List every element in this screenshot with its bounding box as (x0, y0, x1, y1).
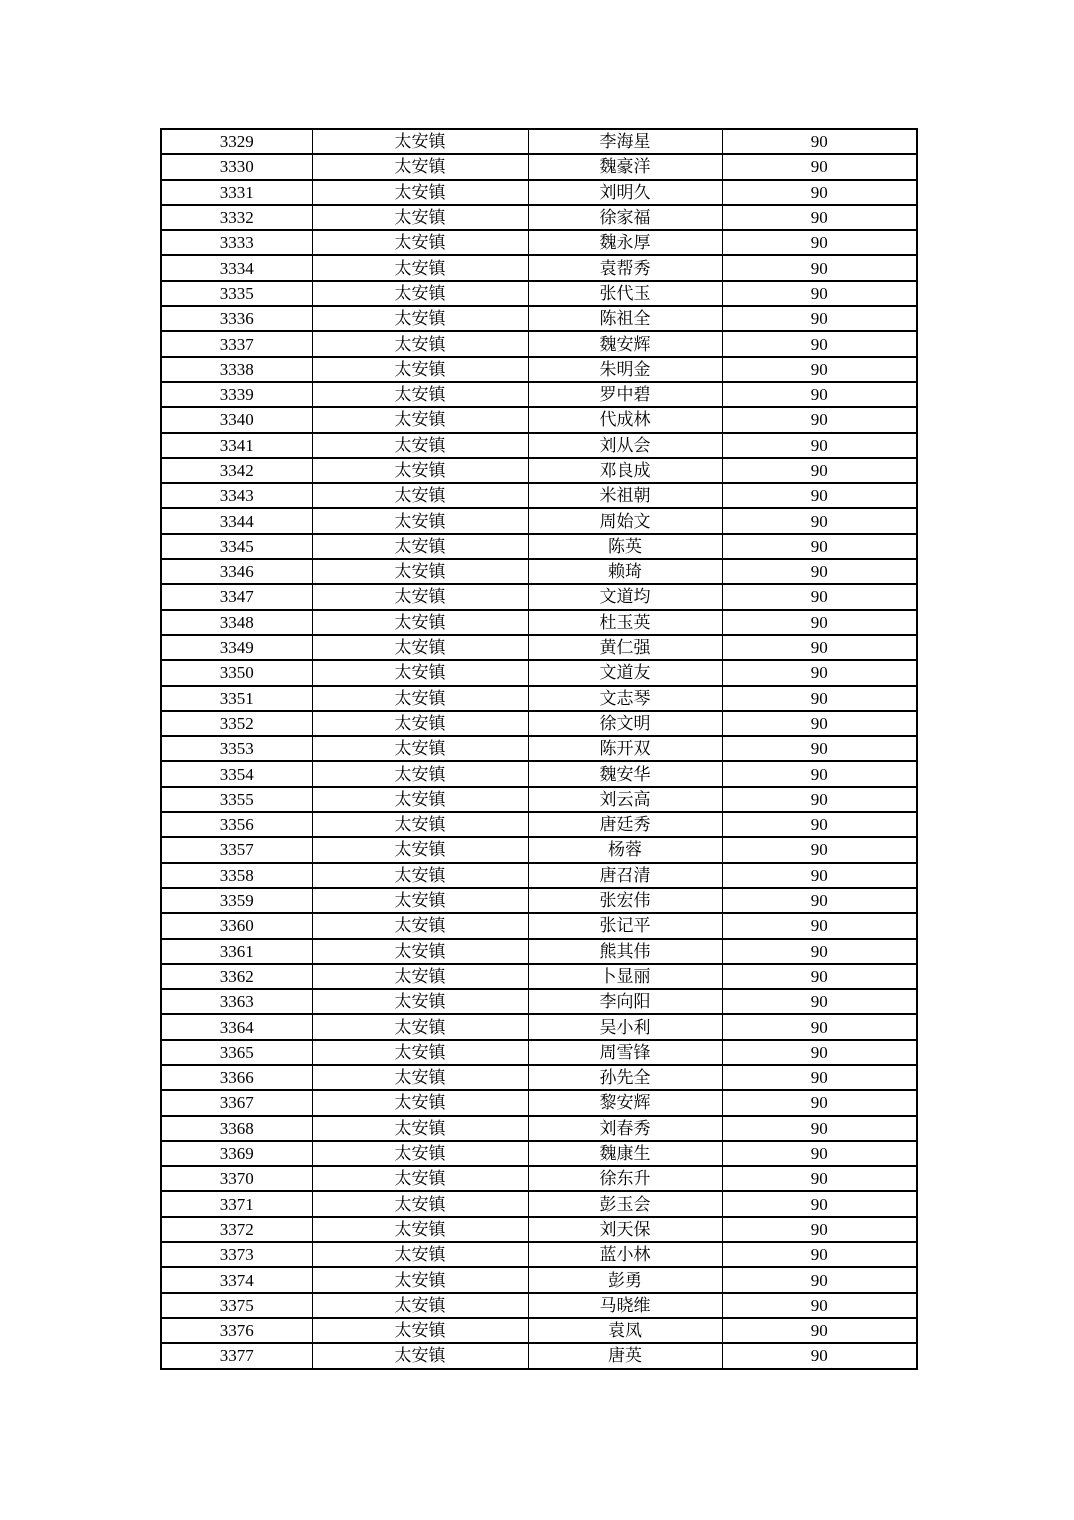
serial-number-cell: 3342 (161, 458, 312, 483)
name-cell: 周雪锋 (528, 1040, 722, 1065)
score-cell: 90 (722, 1116, 917, 1141)
name-cell: 袁凤 (528, 1318, 722, 1343)
table-row (161, 1343, 917, 1368)
score-cell: 90 (722, 534, 917, 559)
score-cell: 90 (722, 281, 917, 306)
table-row (161, 433, 917, 458)
table-row (161, 837, 917, 862)
score-table (160, 128, 918, 1370)
table-row (161, 1065, 917, 1090)
serial-number-cell: 3358 (161, 863, 312, 888)
table-row (161, 306, 917, 331)
table-body (161, 129, 917, 1369)
name-cell: 魏永厚 (528, 230, 722, 255)
score-cell: 90 (722, 787, 917, 812)
name-cell: 陈英 (528, 534, 722, 559)
name-cell: 徐东升 (528, 1166, 722, 1191)
table-row (161, 458, 917, 483)
table-row (161, 761, 917, 786)
table-row (161, 736, 917, 761)
serial-number-cell: 3376 (161, 1318, 312, 1343)
table-row (161, 1318, 917, 1343)
table-row (161, 357, 917, 382)
name-cell: 李向阳 (528, 989, 722, 1014)
score-cell: 90 (722, 584, 917, 609)
score-cell: 90 (722, 433, 917, 458)
score-cell: 90 (722, 610, 917, 635)
serial-number-cell: 3337 (161, 331, 312, 356)
serial-number-cell: 3349 (161, 635, 312, 660)
serial-number-cell: 3344 (161, 508, 312, 533)
score-cell: 90 (722, 660, 917, 685)
serial-number-cell: 3338 (161, 357, 312, 382)
name-cell: 邓良成 (528, 458, 722, 483)
town-cell: 太安镇 (312, 382, 528, 407)
name-cell: 刘云高 (528, 787, 722, 812)
score-cell: 90 (722, 458, 917, 483)
score-cell: 90 (722, 686, 917, 711)
serial-number-cell: 3364 (161, 1014, 312, 1039)
score-cell: 90 (722, 837, 917, 862)
table-row (161, 407, 917, 432)
table-row (161, 331, 917, 356)
table-row (161, 1217, 917, 1242)
score-cell: 90 (722, 357, 917, 382)
serial-number-cell: 3374 (161, 1267, 312, 1292)
town-cell: 太安镇 (312, 888, 528, 913)
table-row (161, 230, 917, 255)
serial-number-cell: 3357 (161, 837, 312, 862)
name-cell: 魏豪洋 (528, 154, 722, 179)
name-cell: 周始文 (528, 508, 722, 533)
serial-number-cell: 3348 (161, 610, 312, 635)
serial-number-cell: 3333 (161, 230, 312, 255)
serial-number-cell: 3373 (161, 1242, 312, 1267)
serial-number-cell: 3371 (161, 1191, 312, 1216)
town-cell: 太安镇 (312, 129, 528, 154)
serial-number-cell: 3375 (161, 1293, 312, 1318)
score-cell: 90 (722, 1090, 917, 1115)
score-cell: 90 (722, 812, 917, 837)
name-cell: 唐廷秀 (528, 812, 722, 837)
score-cell: 90 (722, 331, 917, 356)
table-row (161, 888, 917, 913)
score-cell: 90 (722, 205, 917, 230)
town-cell: 太安镇 (312, 1141, 528, 1166)
table-row (161, 711, 917, 736)
table-row (161, 989, 917, 1014)
score-cell: 90 (722, 382, 917, 407)
town-cell: 太安镇 (312, 458, 528, 483)
town-cell: 太安镇 (312, 534, 528, 559)
serial-number-cell: 3335 (161, 281, 312, 306)
score-cell: 90 (722, 711, 917, 736)
table-row (161, 1090, 917, 1115)
town-cell: 太安镇 (312, 331, 528, 356)
serial-number-cell: 3351 (161, 686, 312, 711)
town-cell: 太安镇 (312, 1217, 528, 1242)
town-cell: 太安镇 (312, 837, 528, 862)
name-cell: 刘明久 (528, 180, 722, 205)
town-cell: 太安镇 (312, 483, 528, 508)
table-row (161, 660, 917, 685)
serial-number-cell: 3331 (161, 180, 312, 205)
score-cell: 90 (722, 129, 917, 154)
name-cell: 陈开双 (528, 736, 722, 761)
serial-number-cell: 3369 (161, 1141, 312, 1166)
score-cell: 90 (722, 1343, 917, 1368)
table-row (161, 1014, 917, 1039)
serial-number-cell: 3330 (161, 154, 312, 179)
serial-number-cell: 3340 (161, 407, 312, 432)
table-row (161, 787, 917, 812)
table-row (161, 1267, 917, 1292)
table-row (161, 180, 917, 205)
town-cell: 太安镇 (312, 686, 528, 711)
table-row (161, 863, 917, 888)
serial-number-cell: 3362 (161, 964, 312, 989)
score-cell: 90 (722, 180, 917, 205)
name-cell: 徐文明 (528, 711, 722, 736)
table-row (161, 1116, 917, 1141)
town-cell: 太安镇 (312, 1040, 528, 1065)
town-cell: 太安镇 (312, 736, 528, 761)
town-cell: 太安镇 (312, 1166, 528, 1191)
score-cell: 90 (722, 1141, 917, 1166)
town-cell: 太安镇 (312, 508, 528, 533)
name-cell: 蓝小林 (528, 1242, 722, 1267)
serial-number-cell: 3368 (161, 1116, 312, 1141)
name-cell: 吴小利 (528, 1014, 722, 1039)
town-cell: 太安镇 (312, 433, 528, 458)
town-cell: 太安镇 (312, 812, 528, 837)
name-cell: 魏安辉 (528, 331, 722, 356)
serial-number-cell: 3355 (161, 787, 312, 812)
town-cell: 太安镇 (312, 964, 528, 989)
name-cell: 代成林 (528, 407, 722, 432)
serial-number-cell: 3345 (161, 534, 312, 559)
serial-number-cell: 3332 (161, 205, 312, 230)
name-cell: 黄仁强 (528, 635, 722, 660)
name-cell: 罗中碧 (528, 382, 722, 407)
town-cell: 太安镇 (312, 255, 528, 280)
serial-number-cell: 3366 (161, 1065, 312, 1090)
table-row (161, 255, 917, 280)
score-cell: 90 (722, 230, 917, 255)
name-cell: 朱明金 (528, 357, 722, 382)
town-cell: 太安镇 (312, 230, 528, 255)
table-row (161, 205, 917, 230)
name-cell: 刘春秀 (528, 1116, 722, 1141)
name-cell: 刘从会 (528, 433, 722, 458)
town-cell: 太安镇 (312, 407, 528, 432)
table-row (161, 483, 917, 508)
name-cell: 杨蓉 (528, 837, 722, 862)
score-cell: 90 (722, 863, 917, 888)
score-cell: 90 (722, 1040, 917, 1065)
name-cell: 文道均 (528, 584, 722, 609)
table-row (161, 584, 917, 609)
table-row (161, 281, 917, 306)
serial-number-cell: 3350 (161, 660, 312, 685)
score-cell: 90 (722, 635, 917, 660)
table-row (161, 1166, 917, 1191)
town-cell: 太安镇 (312, 1318, 528, 1343)
table-row (161, 508, 917, 533)
town-cell: 太安镇 (312, 1065, 528, 1090)
name-cell: 张记平 (528, 913, 722, 938)
score-cell: 90 (722, 407, 917, 432)
table-row (161, 1141, 917, 1166)
name-cell: 唐召清 (528, 863, 722, 888)
name-cell: 杜玉英 (528, 610, 722, 635)
table-row (161, 559, 917, 584)
serial-number-cell: 3352 (161, 711, 312, 736)
serial-number-cell: 3334 (161, 255, 312, 280)
table-row (161, 913, 917, 938)
serial-number-cell: 3343 (161, 483, 312, 508)
table-row (161, 154, 917, 179)
town-cell: 太安镇 (312, 1014, 528, 1039)
serial-number-cell: 3353 (161, 736, 312, 761)
name-cell: 孙先全 (528, 1065, 722, 1090)
name-cell: 彭勇 (528, 1267, 722, 1292)
town-cell: 太安镇 (312, 1293, 528, 1318)
name-cell: 张代玉 (528, 281, 722, 306)
table-row (161, 964, 917, 989)
town-cell: 太安镇 (312, 1090, 528, 1115)
town-cell: 太安镇 (312, 1343, 528, 1368)
table-row (161, 534, 917, 559)
town-cell: 太安镇 (312, 761, 528, 786)
town-cell: 太安镇 (312, 306, 528, 331)
table-row (161, 382, 917, 407)
table-row (161, 635, 917, 660)
table-row (161, 939, 917, 964)
name-cell: 熊其伟 (528, 939, 722, 964)
serial-number-cell: 3361 (161, 939, 312, 964)
town-cell: 太安镇 (312, 660, 528, 685)
score-cell: 90 (722, 1065, 917, 1090)
town-cell: 太安镇 (312, 913, 528, 938)
score-cell: 90 (722, 989, 917, 1014)
name-cell: 文志琴 (528, 686, 722, 711)
name-cell: 魏安华 (528, 761, 722, 786)
town-cell: 太安镇 (312, 787, 528, 812)
score-cell: 90 (722, 508, 917, 533)
score-cell: 90 (722, 154, 917, 179)
score-cell: 90 (722, 1014, 917, 1039)
name-cell: 卜显丽 (528, 964, 722, 989)
name-cell: 黎安辉 (528, 1090, 722, 1115)
town-cell: 太安镇 (312, 711, 528, 736)
town-cell: 太安镇 (312, 1267, 528, 1292)
serial-number-cell: 3370 (161, 1166, 312, 1191)
table-row (161, 129, 917, 154)
score-cell: 90 (722, 1293, 917, 1318)
serial-number-cell: 3359 (161, 888, 312, 913)
name-cell: 李海星 (528, 129, 722, 154)
town-cell: 太安镇 (312, 559, 528, 584)
town-cell: 太安镇 (312, 610, 528, 635)
score-cell: 90 (722, 888, 917, 913)
name-cell: 张宏伟 (528, 888, 722, 913)
score-cell: 90 (722, 736, 917, 761)
town-cell: 太安镇 (312, 1242, 528, 1267)
serial-number-cell: 3336 (161, 306, 312, 331)
serial-number-cell: 3372 (161, 1217, 312, 1242)
serial-number-cell: 3339 (161, 382, 312, 407)
score-cell: 90 (722, 1242, 917, 1267)
serial-number-cell: 3347 (161, 584, 312, 609)
serial-number-cell: 3356 (161, 812, 312, 837)
table-row (161, 1293, 917, 1318)
table-row (161, 610, 917, 635)
score-cell: 90 (722, 483, 917, 508)
town-cell: 太安镇 (312, 1191, 528, 1216)
score-cell: 90 (722, 1166, 917, 1191)
table-row (161, 686, 917, 711)
town-cell: 太安镇 (312, 205, 528, 230)
name-cell: 陈祖全 (528, 306, 722, 331)
serial-number-cell: 3341 (161, 433, 312, 458)
town-cell: 太安镇 (312, 584, 528, 609)
town-cell: 太安镇 (312, 863, 528, 888)
name-cell: 文道友 (528, 660, 722, 685)
town-cell: 太安镇 (312, 154, 528, 179)
table-row (161, 1040, 917, 1065)
name-cell: 魏康生 (528, 1141, 722, 1166)
name-cell: 赖琦 (528, 559, 722, 584)
serial-number-cell: 3354 (161, 761, 312, 786)
town-cell: 太安镇 (312, 180, 528, 205)
name-cell: 彭玉会 (528, 1191, 722, 1216)
score-cell: 90 (722, 1191, 917, 1216)
town-cell: 太安镇 (312, 281, 528, 306)
name-cell: 刘天保 (528, 1217, 722, 1242)
score-cell: 90 (722, 1318, 917, 1343)
serial-number-cell: 3360 (161, 913, 312, 938)
name-cell: 米祖朝 (528, 483, 722, 508)
score-cell: 90 (722, 306, 917, 331)
table-row (161, 1242, 917, 1267)
town-cell: 太安镇 (312, 357, 528, 382)
serial-number-cell: 3377 (161, 1343, 312, 1368)
score-cell: 90 (722, 255, 917, 280)
table-row (161, 1191, 917, 1216)
name-cell: 徐家福 (528, 205, 722, 230)
serial-number-cell: 3367 (161, 1090, 312, 1115)
score-cell: 90 (722, 939, 917, 964)
serial-number-cell: 3346 (161, 559, 312, 584)
score-cell: 90 (722, 761, 917, 786)
town-cell: 太安镇 (312, 1116, 528, 1141)
score-cell: 90 (722, 913, 917, 938)
score-cell: 90 (722, 964, 917, 989)
serial-number-cell: 3365 (161, 1040, 312, 1065)
town-cell: 太安镇 (312, 989, 528, 1014)
table-row (161, 812, 917, 837)
name-cell: 袁帮秀 (528, 255, 722, 280)
town-cell: 太安镇 (312, 939, 528, 964)
name-cell: 马晓维 (528, 1293, 722, 1318)
serial-number-cell: 3329 (161, 129, 312, 154)
score-cell: 90 (722, 1267, 917, 1292)
score-cell: 90 (722, 1217, 917, 1242)
name-cell: 唐英 (528, 1343, 722, 1368)
score-cell: 90 (722, 559, 917, 584)
serial-number-cell: 3363 (161, 989, 312, 1014)
town-cell: 太安镇 (312, 635, 528, 660)
